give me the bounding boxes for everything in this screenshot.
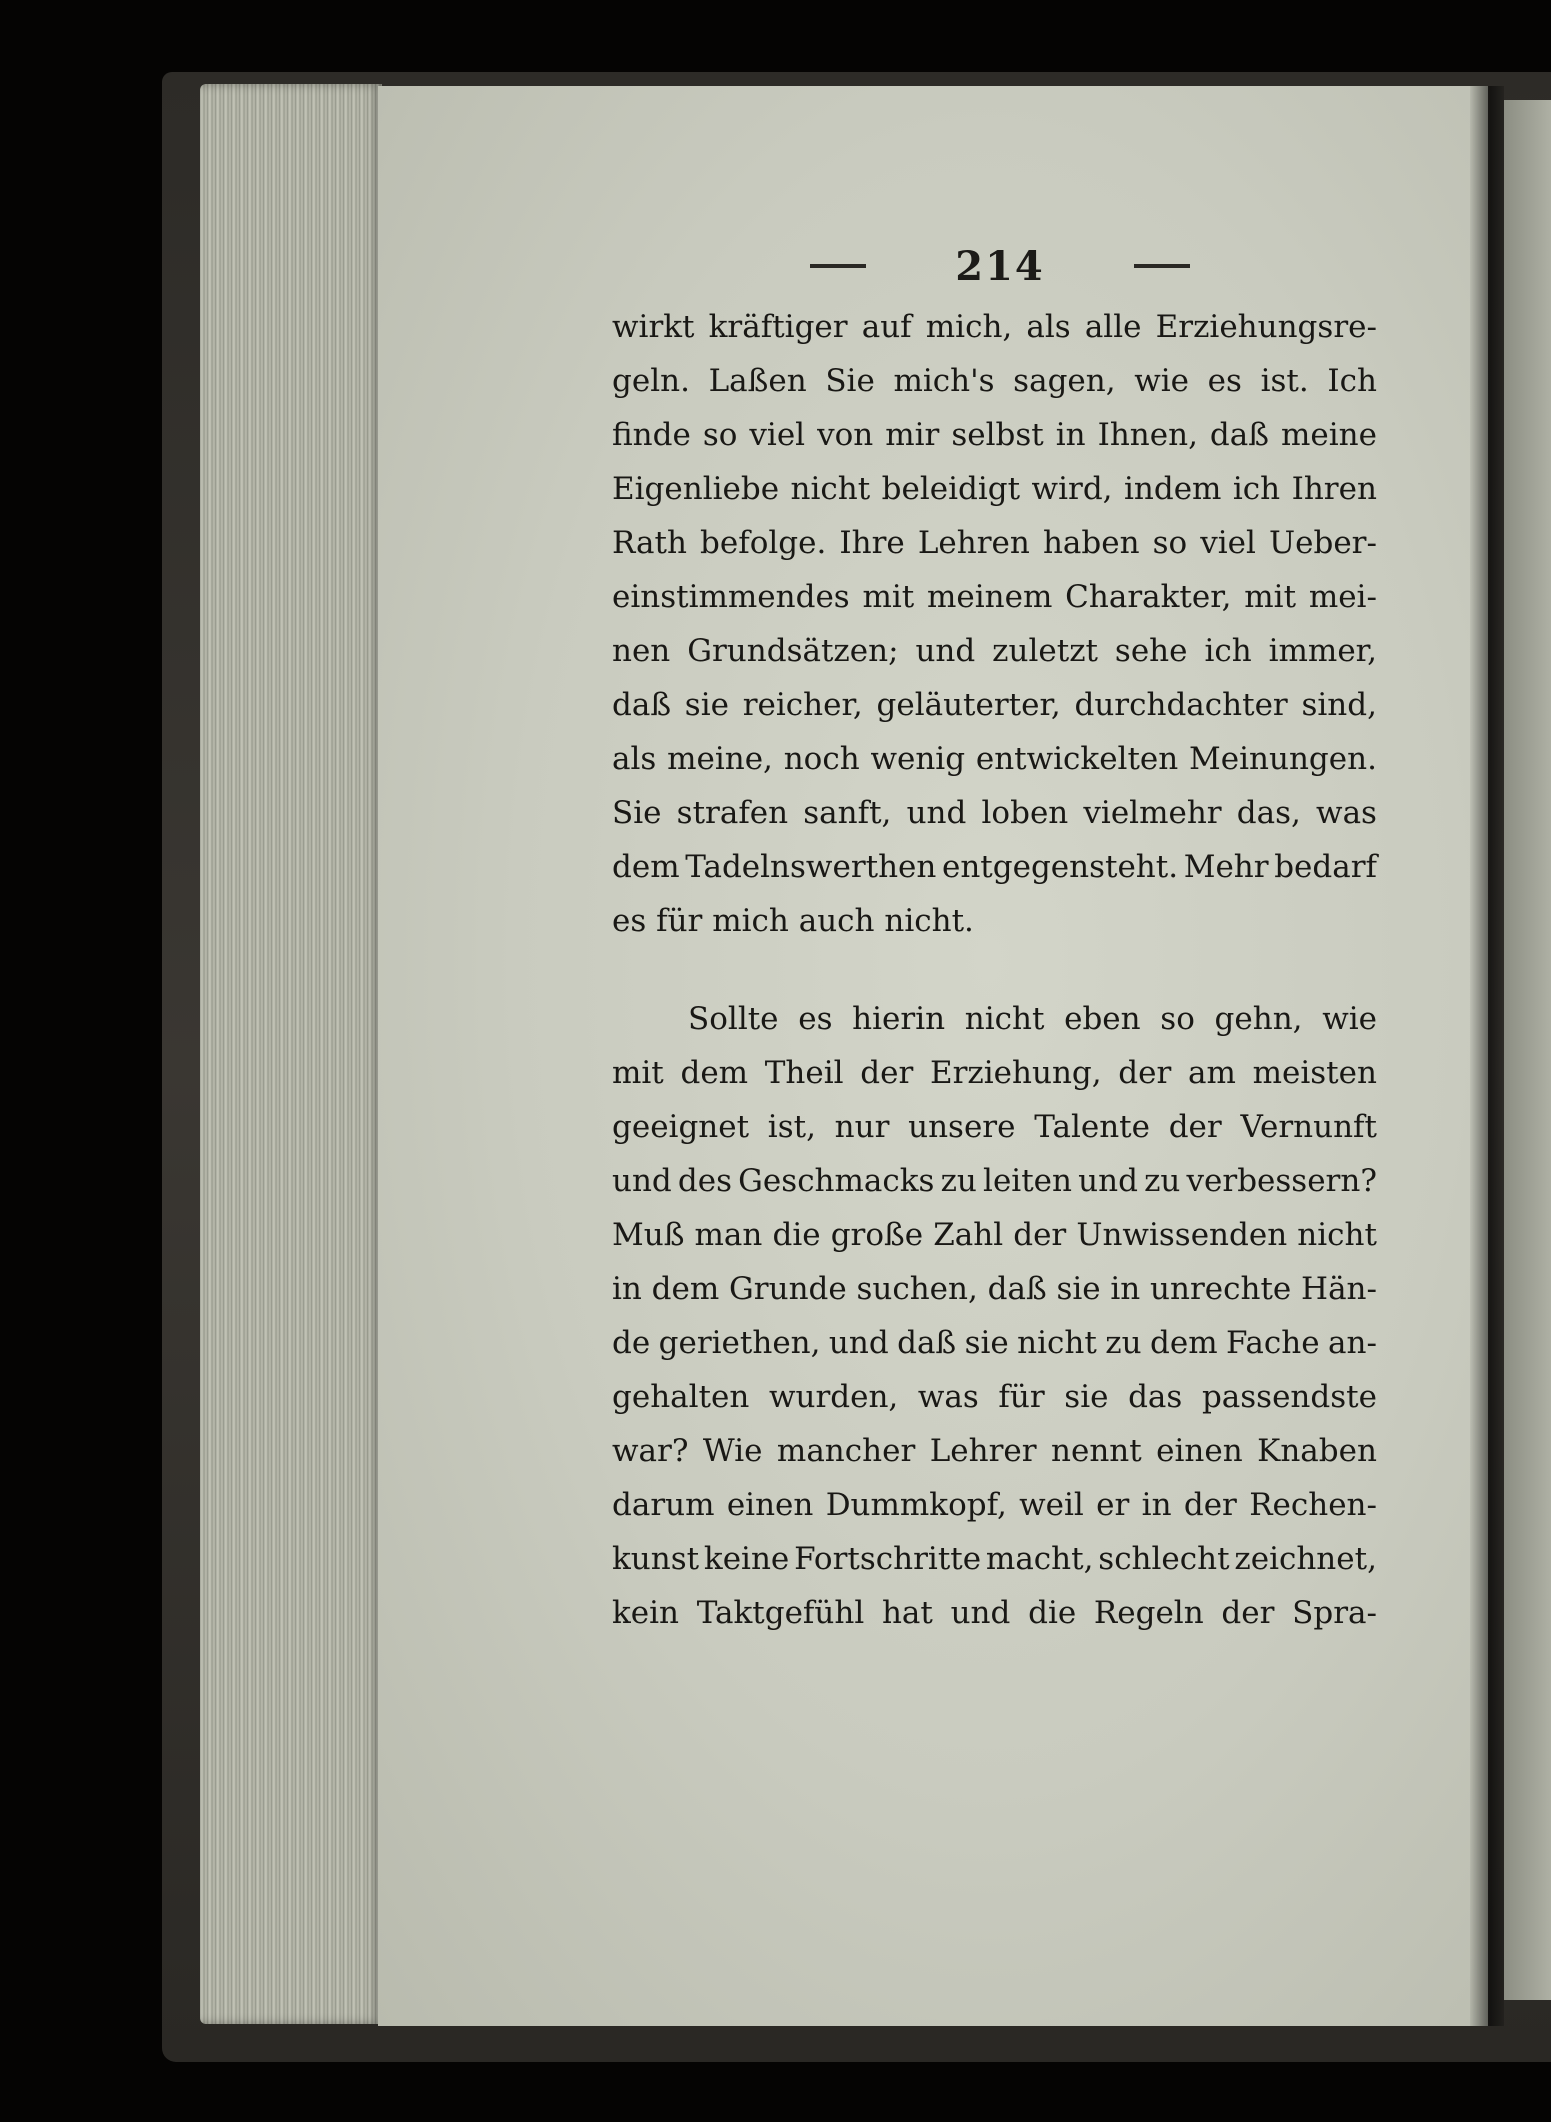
header-dash-right xyxy=(1134,264,1190,268)
facing-page-edge xyxy=(1504,100,1551,2000)
text-line: als meine, noch wenig entwickelten Meinungen. xyxy=(612,741,1377,777)
text-line: war? Wie mancher Lehrer nennt einen Knaben xyxy=(612,1433,1377,1469)
paragraph-gap xyxy=(612,948,1377,992)
text-line: Sollte es hierin nicht eben so gehn, wie xyxy=(688,1001,1377,1037)
text-line: gehalten wurden, was für sie das passendste xyxy=(612,1379,1377,1415)
text-line: geln. Laßen Sie mich's sagen, wie es ist. Ich xyxy=(612,363,1377,399)
text-line: darum einen Dummkopf, weil er in der Rechen- xyxy=(612,1487,1377,1523)
text-line: daß sie reicher, geläuterter, durchdachter sind, xyxy=(612,687,1377,723)
text-line: nen Grundsätzen; und zuletzt sehe ich immer, xyxy=(612,633,1377,669)
text-line: kunst keine Fortschritte macht, schlecht zeichnet, xyxy=(612,1541,1377,1577)
page-text xyxy=(612,300,1377,1640)
running-header xyxy=(810,238,1190,294)
page-gutter xyxy=(1470,86,1504,2026)
page-edges xyxy=(200,84,382,2024)
header-dash-left xyxy=(810,264,866,268)
text-line: mit dem Theil der Erziehung, der am meisten xyxy=(612,1055,1377,1091)
text-line: geeignet ist, nur unsere Talente der Vernunft xyxy=(612,1109,1377,1145)
paragraph xyxy=(612,300,1377,948)
page-number: 214 xyxy=(955,242,1045,290)
text-line: Rath befolge. Ihre Lehren haben so viel Ueber- xyxy=(612,525,1377,561)
text-line: einstimmendes mit meinem Charakter, mit mei- xyxy=(612,579,1377,615)
text-line: es für mich auch nicht. xyxy=(612,903,974,939)
text-line: Eigenliebe nicht beleidigt wird, indem ich Ihren xyxy=(612,471,1377,507)
paragraph xyxy=(612,992,1377,1640)
text-line: kein Taktgefühl hat und die Regeln der Spra- xyxy=(612,1595,1377,1631)
text-line: Sie strafen sanft, und loben vielmehr das, was xyxy=(612,795,1377,831)
text-line: finde so viel von mir selbst in Ihnen, daß meine xyxy=(612,417,1377,453)
text-line: Muß man die große Zahl der Unwissenden nicht xyxy=(612,1217,1377,1253)
text-line: in dem Grunde suchen, daß sie in unrechte Hän- xyxy=(612,1271,1377,1307)
text-line: und des Geschmacks zu leiten und zu verbessern? xyxy=(612,1163,1377,1199)
text-line: de geriethen, und daß sie nicht zu dem Fache an- xyxy=(612,1325,1377,1361)
text-line: dem Tadelnswerthen entgegensteht. Mehr bedarf xyxy=(612,849,1377,885)
text-line: wirkt kräftiger auf mich, als alle Erziehungsre- xyxy=(612,309,1377,345)
